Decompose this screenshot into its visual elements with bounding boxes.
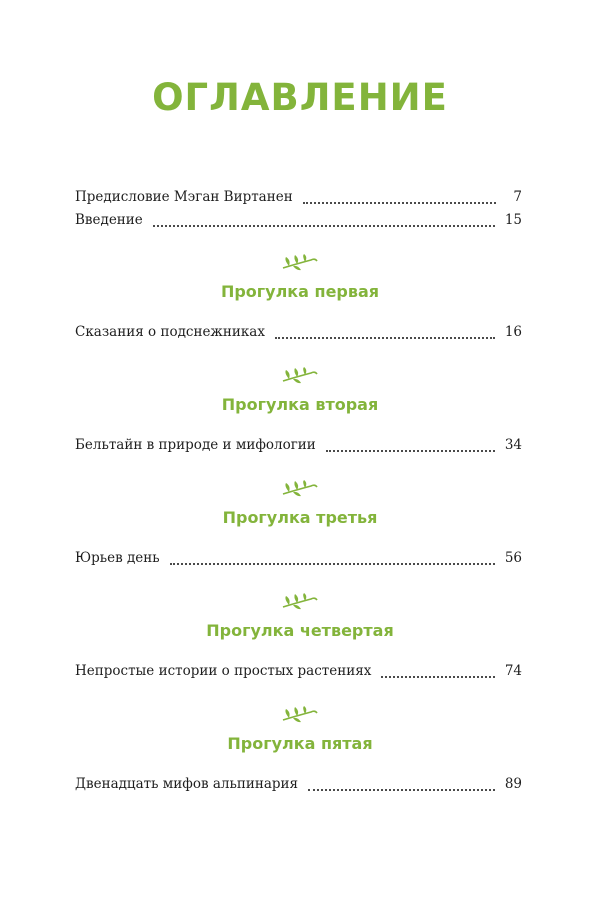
page-title: ОГЛАВЛЕНИЕ	[152, 76, 448, 119]
toc-entry-page: 16	[504, 324, 522, 340]
leaf-sprig-icon	[281, 254, 319, 272]
toc-entry[interactable]	[75, 776, 522, 798]
leaf-sprig-icon	[281, 367, 319, 385]
toc-entry[interactable]	[75, 437, 522, 459]
toc-entry-page: 74	[504, 663, 522, 679]
toc-entry-label: Юрьев день	[75, 550, 160, 566]
leaf-sprig-icon	[281, 480, 319, 498]
dot-leader	[381, 676, 494, 678]
toc-entry-label: Бельтайн в природе и мифологии	[75, 437, 316, 453]
dot-leader	[308, 789, 495, 791]
toc-entry-label: Двенадцать мифов альпинария	[75, 776, 299, 792]
toc-entry-page: 15	[504, 212, 522, 228]
dot-leader	[275, 337, 495, 339]
toc-entry-label: Непростые истории о простых растениях	[75, 663, 372, 679]
toc-entry-page: 56	[504, 550, 522, 566]
dot-leader	[326, 450, 495, 452]
dot-leader	[303, 202, 496, 204]
toc-entry-page: 34	[504, 437, 522, 453]
toc-entry-label: Сказания о подснежниках	[75, 324, 265, 340]
toc-entry-introduction[interactable]	[75, 212, 522, 234]
leaf-sprig-icon	[281, 706, 319, 724]
toc-entry-page: 89	[504, 776, 522, 792]
toc-entry-preface[interactable]	[75, 189, 522, 211]
toc-entry[interactable]	[75, 550, 522, 572]
section-heading: Прогулка вторая	[221, 395, 379, 414]
dot-leader	[170, 563, 495, 565]
dot-leader	[153, 225, 495, 227]
section-heading: Прогулка пятая	[227, 734, 373, 753]
section-heading: Прогулка первая	[220, 282, 380, 301]
toc-entry-label: Введение	[75, 212, 143, 228]
toc-entry-label: Предисловие Мэган Виртанен	[75, 189, 293, 205]
toc-entry[interactable]	[75, 324, 522, 346]
section-heading: Прогулка четвертая	[206, 621, 394, 640]
section-heading: Прогулка третья	[222, 508, 378, 527]
toc-entry-page: 7	[513, 189, 522, 205]
toc-entry[interactable]	[75, 663, 522, 685]
leaf-sprig-icon	[281, 593, 319, 611]
